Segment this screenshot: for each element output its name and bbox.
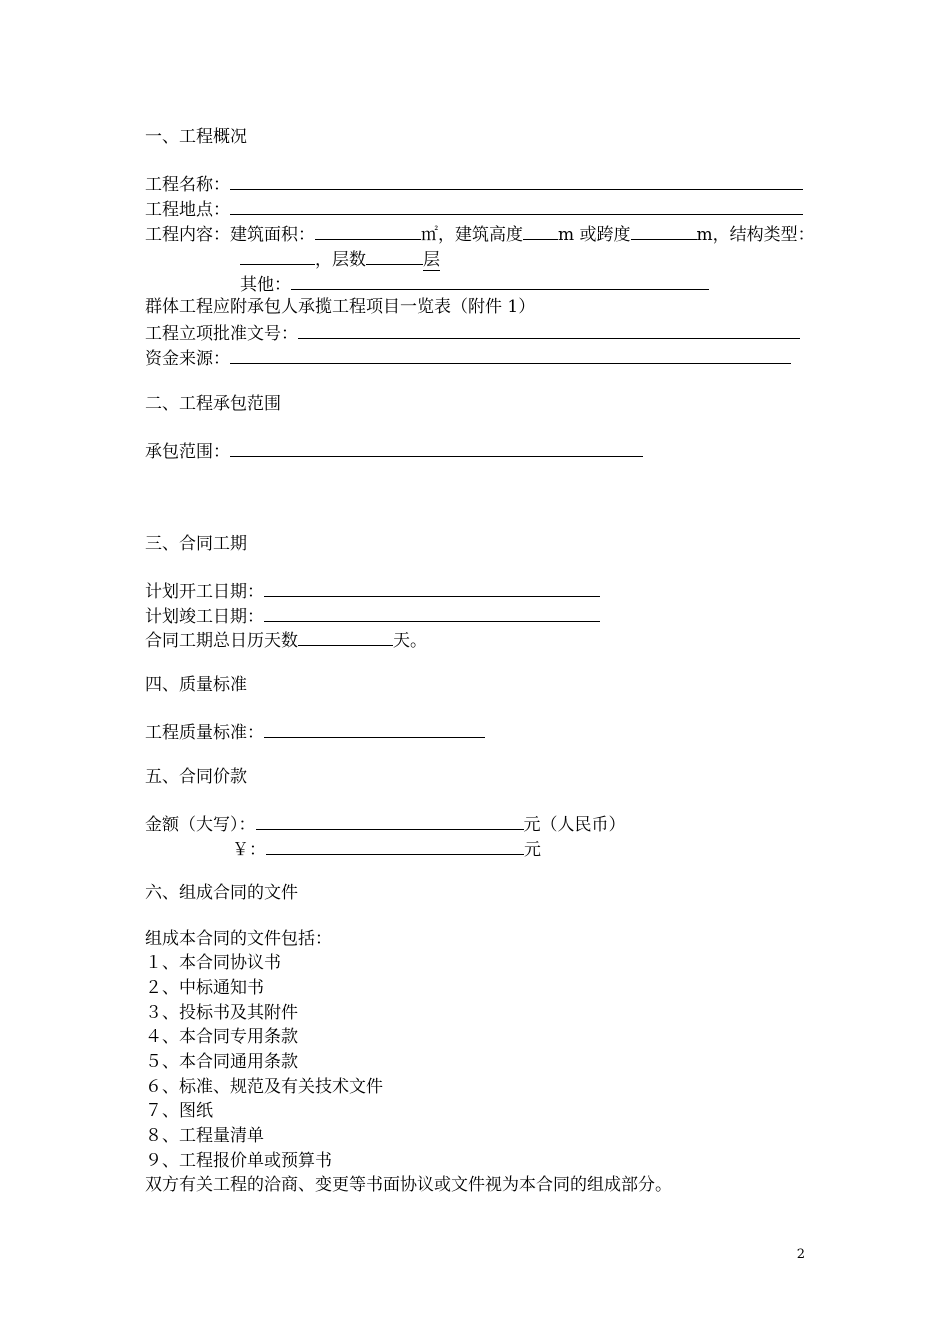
- yen-field[interactable]: [266, 837, 524, 855]
- document-item: １、本合同协议书: [145, 953, 281, 973]
- yen-line: [232, 837, 541, 859]
- yen-unit: 元: [524, 840, 541, 860]
- section-heading-price: 五、合同价款: [145, 767, 247, 787]
- scope-line: [145, 439, 643, 461]
- document-item: ４、本合同专用条款: [145, 1027, 298, 1047]
- document-item: ８、工程量清单: [145, 1126, 264, 1146]
- scope-field[interactable]: [230, 439, 643, 457]
- section-heading-quality: 四、质量标准: [145, 675, 247, 695]
- project-location-field[interactable]: [230, 197, 803, 215]
- start-date-label: 计划开工日期：: [145, 582, 264, 602]
- amount-field[interactable]: [256, 812, 524, 830]
- project-location-label: 工程地点：: [145, 200, 230, 220]
- floors-label: ，层数: [315, 250, 366, 270]
- other-label: 其他：: [240, 275, 291, 295]
- amount-label: 金额（大写）：: [145, 815, 256, 835]
- building-area-field[interactable]: [315, 222, 421, 240]
- approval-field[interactable]: [298, 321, 800, 339]
- structure-type-field[interactable]: [240, 247, 315, 265]
- section-heading-schedule: 三、合同工期: [145, 534, 247, 554]
- structure-floors-line: [240, 247, 440, 269]
- project-content-line: [145, 222, 815, 244]
- start-date-line: [145, 579, 600, 601]
- approval-label: 工程立项批准文号：: [145, 324, 298, 344]
- documents-intro: 组成本合同的文件包括：: [145, 929, 332, 949]
- group-project-note: 群体工程应附承包人承揽工程项目一览表（附件 1）: [145, 297, 536, 317]
- amount-line: [145, 812, 626, 834]
- section-heading-documents: 六、组成合同的文件: [145, 883, 298, 903]
- end-date-label: 计划竣工日期：: [145, 607, 264, 627]
- document-item: ３、投标书及其附件: [145, 1003, 298, 1023]
- approval-line: [145, 321, 800, 343]
- floors-field[interactable]: [366, 247, 423, 265]
- quality-field[interactable]: [264, 720, 485, 738]
- start-date-field[interactable]: [264, 579, 600, 597]
- amount-unit: 元（人民币）: [523, 815, 626, 835]
- quality-label: 工程质量标准：: [145, 723, 264, 743]
- document-item: ７、图纸: [145, 1101, 213, 1121]
- total-days-line: [145, 628, 427, 650]
- end-date-line: [145, 604, 600, 626]
- project-name-field[interactable]: [230, 172, 803, 190]
- total-days-field[interactable]: [298, 628, 393, 646]
- span-unit-label: m，结构类型：: [696, 225, 815, 245]
- quality-line: [145, 720, 485, 742]
- span-field[interactable]: [631, 222, 697, 240]
- funding-label: 资金来源：: [145, 349, 230, 369]
- project-name-label: 工程名称：: [145, 175, 230, 195]
- end-date-field[interactable]: [264, 604, 600, 622]
- documents-closing: 双方有关工程的洽商、变更等书面协议或文件视为本合同的组成部分。: [145, 1175, 672, 1195]
- building-height-field[interactable]: [523, 222, 558, 240]
- funding-line: [145, 346, 791, 368]
- area-unit-label: ㎡，建筑高度: [421, 225, 523, 245]
- scope-label: 承包范围：: [145, 442, 230, 462]
- other-field[interactable]: [291, 272, 709, 290]
- section-heading-scope: 二、工程承包范围: [145, 394, 281, 414]
- floors-unit: 层: [423, 250, 440, 270]
- section-heading-overview: 一、工程概况: [145, 127, 247, 147]
- project-content-label: 工程内容：建筑面积：: [145, 225, 315, 245]
- document-item: ６、标准、规范及有关技术文件: [145, 1077, 383, 1097]
- document-item: ９、工程报价单或预算书: [145, 1151, 332, 1171]
- project-name-line: [145, 172, 803, 194]
- document-item: ５、本合同通用条款: [145, 1052, 298, 1072]
- document-item: ２、中标通知书: [145, 978, 264, 998]
- funding-field[interactable]: [230, 346, 791, 364]
- project-location-line: [145, 197, 803, 219]
- total-days-unit: 天。: [393, 631, 427, 651]
- yen-label: ￥：: [232, 840, 266, 860]
- height-unit-label: m 或跨度: [558, 225, 631, 245]
- page-number: 2: [796, 1247, 805, 1262]
- other-line: [240, 272, 709, 294]
- total-days-label: 合同工期总日历天数: [145, 631, 298, 651]
